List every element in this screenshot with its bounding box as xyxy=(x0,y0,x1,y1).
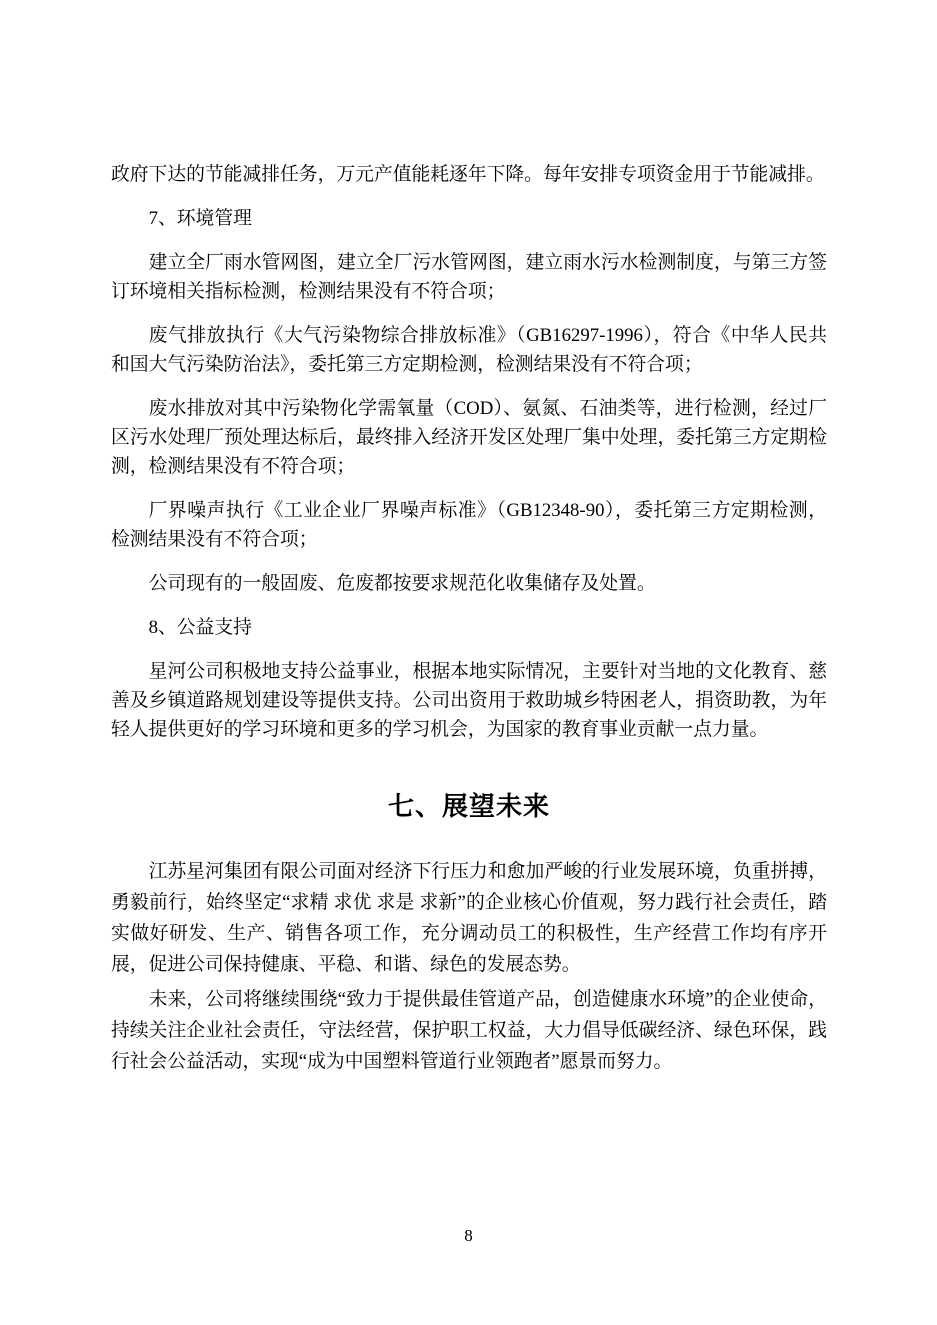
paragraph-solid-waste: 公司现有的一般固废、危废都按要求规范化收集储存及处置。 xyxy=(148,573,656,594)
list-heading-environment-management: 7、环境管理 xyxy=(148,208,252,229)
page-content xyxy=(111,160,827,1081)
paragraph-charity-support: 星河公司积极地支持公益事业，根据本地实际情况，主要针对当地的文化教育、慈善及乡镇道路规划建设等提供支持。公司出资用于救助城乡特困老人，捐资助教，为年轻人提供更好的学习环境和更多的学习机会，为国家的教育事业贡献一点力量。 xyxy=(111,661,827,740)
chapter-heading-future-outlook: 七、展望未来 xyxy=(387,791,550,821)
paragraph-pipe-network-monitoring: 建立全厂雨水管网图，建立全厂污水管网图，建立雨水污水检测制度，与第三方签订环境相关指标检测，检测结果没有不符合项； xyxy=(111,252,827,302)
paragraph-future-mission: 未来，公司将继续围绕“致力于提供最佳管道产品，创造健康水环境”的企业使命，持续关注企业社会责任，守法经营，保护职工权益，大力倡导低碳经济、绿色环保，践行社会公益活动，实现“成为中国塑料管道行业领跑者”愿景而努力。 xyxy=(111,989,827,1072)
page-number: 8 xyxy=(464,1226,473,1245)
paragraph-exhaust-emission: 废气排放执行《大气污染物综合排放标准》（GB16297-1996），符合《中华人民共和国大气污染防治法》，委托第三方定期检测，检测结果没有不符合项； xyxy=(111,325,827,375)
paragraph-company-values: 江苏星河集团有限公司面对经济下行压力和愈加严峻的行业发展环境，负重拼搏，勇毅前行，始终坚定“求精 求优 求是 求新”的企业核心价值观，努力践行社会责任，踏实做好研发、生产、销售各项工作，充分调动员工的积极性，生产经营工作均有序开展，促进公司保持健康、平稳、和谐、绿色的发展态势。 xyxy=(111,861,827,975)
paragraph-boundary-noise: 厂界噪声执行《工业企业厂界噪声标准》（GB12348-90），委托第三方定期检测，检测结果没有不符合项； xyxy=(111,500,827,550)
paragraph-wastewater-discharge: 废水排放对其中污染物化学需氧量（COD）、氨氮、石油类等，进行检测，经过厂区污水处理厂预处理达标后，最终排入经济开发区处理厂集中处理，委托第三方定期检测，检测结果没有不符合项； xyxy=(111,398,827,477)
list-heading-public-welfare: 8、公益支持 xyxy=(148,617,252,638)
paragraph-energy-saving-continuation: 政府下达的节能减排任务，万元产值能耗逐年下降。每年安排专项资金用于节能减排。 xyxy=(111,164,825,185)
